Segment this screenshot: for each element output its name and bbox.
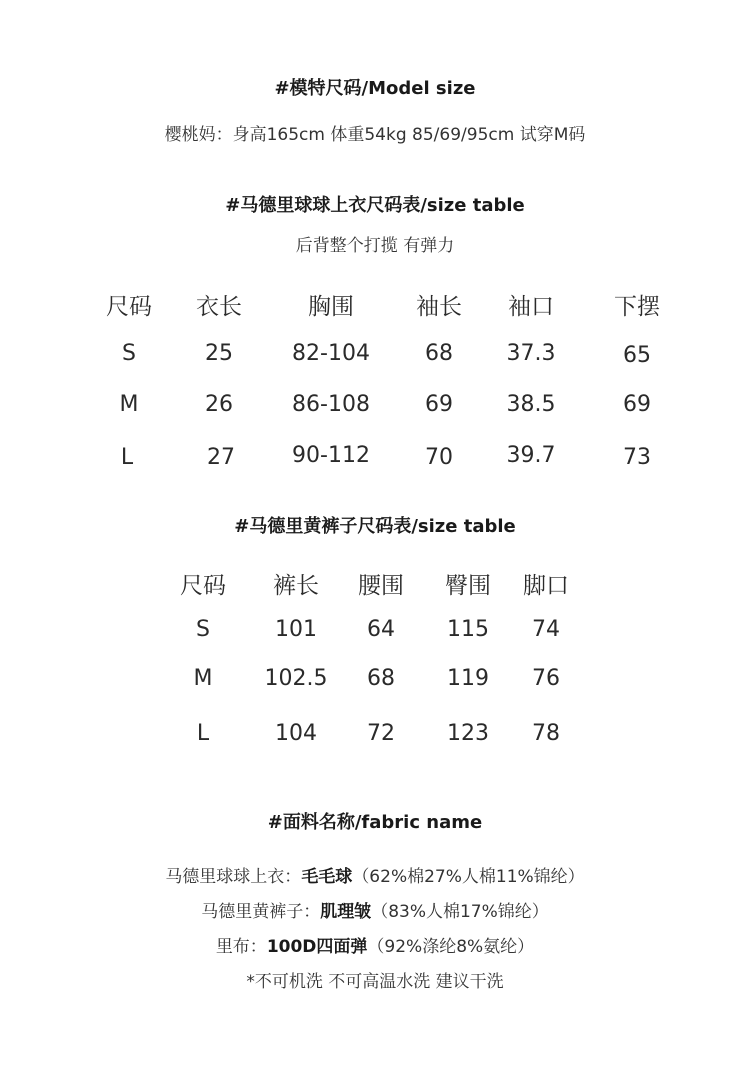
top-size-table-heading: #马德里球球上衣尺码表/size table <box>225 195 525 216</box>
fabric-composition: （83%人棉17%锦纶） <box>371 902 549 922</box>
fabric-label: 里布： <box>215 937 267 957</box>
table-header-row <box>0 567 750 607</box>
header-size: 尺码 <box>180 573 226 599</box>
fabric-name: 毛毛球 <box>301 867 353 887</box>
cell-pants-length: 102.5 <box>264 666 328 691</box>
cell-hem: 65 <box>623 343 651 368</box>
cell-waist: 68 <box>367 666 395 691</box>
fabric-line-lining <box>0 932 750 957</box>
care-instructions: *不可机洗 不可高温水洗 建议干洗 <box>246 972 504 992</box>
cell-size: M <box>193 666 213 691</box>
cell-bust: 82-104 <box>292 341 370 366</box>
fabric-name: 100D四面弹 <box>266 937 368 957</box>
cell-cuff: 39.7 <box>506 443 556 468</box>
cell-hem: 69 <box>623 392 651 417</box>
fabric-line-pants <box>0 897 750 922</box>
cell-size: S <box>196 617 210 642</box>
table-row <box>0 617 750 657</box>
header-hip: 臀围 <box>445 573 491 599</box>
cell-waist: 72 <box>367 721 395 746</box>
fabric-name: 肌理皱 <box>320 902 372 922</box>
cell-bust: 90-112 <box>292 443 370 468</box>
cell-hem: 73 <box>623 445 651 470</box>
cell-hip: 115 <box>447 617 489 642</box>
cell-cuff: 37.3 <box>506 341 556 366</box>
fabric-composition: （62%棉27%人棉11%锦纶） <box>352 867 585 887</box>
cell-size: S <box>122 341 136 366</box>
header-size: 尺码 <box>106 294 152 320</box>
fabric-heading: #面料名称/fabric name <box>267 812 483 833</box>
cell-size: L <box>120 445 134 470</box>
cell-leg-opening: 74 <box>532 617 560 642</box>
table-header-row <box>0 288 750 328</box>
header-length: 衣长 <box>196 294 242 320</box>
header-waist: 腰围 <box>358 573 404 599</box>
cell-leg-opening: 76 <box>532 666 560 691</box>
cell-length: 25 <box>205 341 233 366</box>
cell-pants-length: 101 <box>275 617 317 642</box>
cell-size: L <box>196 721 210 746</box>
cell-waist: 64 <box>367 617 395 642</box>
cell-cuff: 38.5 <box>506 392 556 417</box>
cell-hip: 119 <box>447 666 489 691</box>
fabric-composition: （92%涤纶8%氨纶） <box>367 937 535 957</box>
model-size-heading: #模特尺码/Model size <box>274 78 476 99</box>
cell-sleeve-length: 68 <box>425 341 453 366</box>
header-hem: 下摆 <box>614 294 660 320</box>
model-size-info: 樱桃妈：身高165cm 体重54kg 85/69/95cm 试穿M码 <box>164 125 586 145</box>
header-bust: 胸围 <box>308 294 354 320</box>
cell-pants-length: 104 <box>275 721 317 746</box>
header-leg-opening: 脚口 <box>523 573 569 599</box>
cell-sleeve-length: 70 <box>425 445 453 470</box>
table-row <box>0 443 750 483</box>
table-row <box>0 341 750 381</box>
top-size-table-note: 后背整个打揽 有弹力 <box>295 236 455 256</box>
fabric-line-top <box>0 862 750 887</box>
table-row <box>0 392 750 432</box>
cell-size: M <box>119 392 139 417</box>
cell-length: 27 <box>207 445 235 470</box>
cell-sleeve-length: 69 <box>425 392 453 417</box>
header-pants-length: 裤长 <box>273 573 319 599</box>
fabric-label: 马德里黄裤子： <box>201 902 321 922</box>
cell-hip: 123 <box>447 721 489 746</box>
table-row <box>0 721 750 761</box>
cell-leg-opening: 78 <box>532 721 560 746</box>
cell-length: 26 <box>205 392 233 417</box>
header-sleeve-length: 袖长 <box>416 294 462 320</box>
table-row <box>0 666 750 706</box>
cell-bust: 86-108 <box>292 392 370 417</box>
fabric-label: 马德里球球上衣： <box>165 867 302 887</box>
pants-size-table-heading: #马德里黄裤子尺码表/size table <box>234 516 516 537</box>
header-cuff: 袖口 <box>508 294 554 320</box>
